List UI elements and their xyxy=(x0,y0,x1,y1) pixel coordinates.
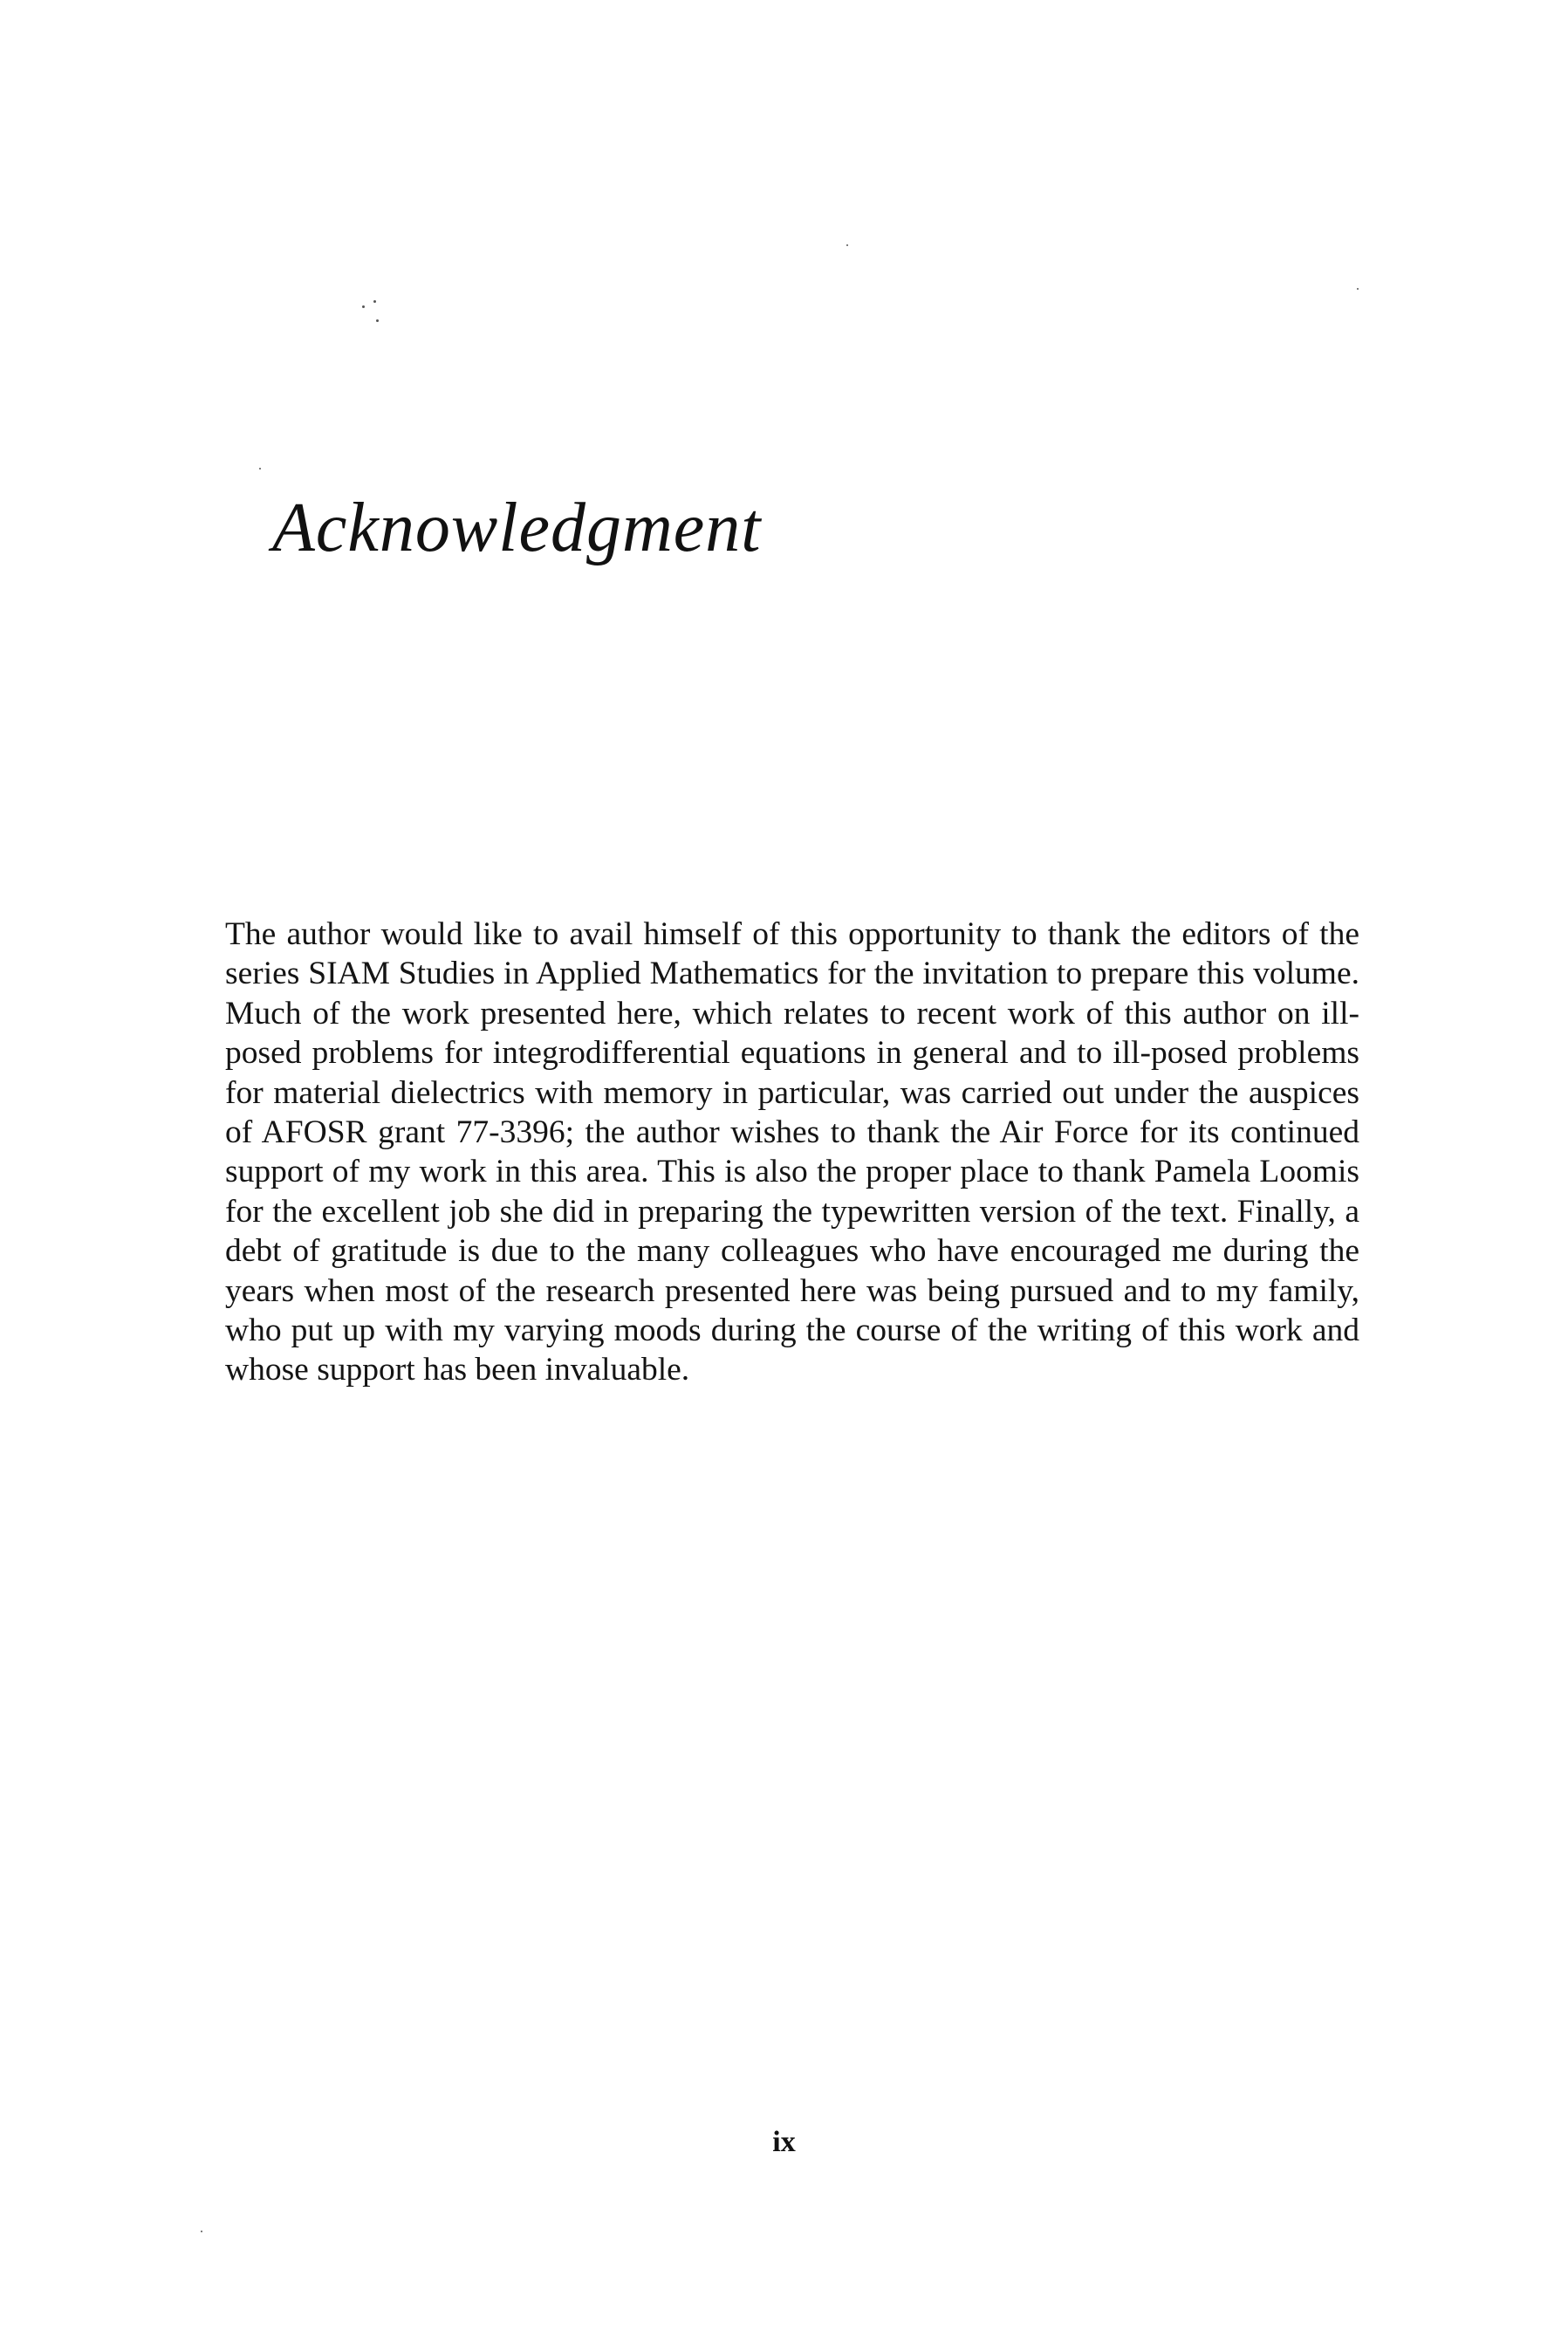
scan-speck xyxy=(259,468,261,470)
scan-speck xyxy=(373,300,376,303)
scan-speck xyxy=(201,2231,202,2232)
scan-speck xyxy=(376,319,379,322)
page-number: ix xyxy=(772,2126,796,2158)
acknowledgment-paragraph: The author would like to avail himself of this opportunity to thank the editors of the series SIAM Studies in Applied Mathematics for the invitation to prepare this volume. Much of the work presented here, which relates to recent work of this author on ill-posed problems for integrodifferential equations in general and to ill-posed problems for material dielectrics with memory in particular, was carried out under the auspices of AFOSR grant 77-3396; the author wishes to thank the Air Force for its continued support of my work in this area. This is also the proper place to thank Pamela Loomis for the excellent job she did in preparing the typewritten version of the text. Finally, a debt of gratitude is due to the many colleagues who have encouraged me during the years when most of the research presented here was being pursued and to my family, who put up with my varying moods during the course of the writing of this work and whose support has been invaluable. xyxy=(225,916,1359,1388)
scan-speck xyxy=(1357,288,1359,290)
scan-speck xyxy=(362,305,365,308)
scan-speck xyxy=(846,244,848,246)
page-title: Acknowledgment xyxy=(272,490,762,566)
